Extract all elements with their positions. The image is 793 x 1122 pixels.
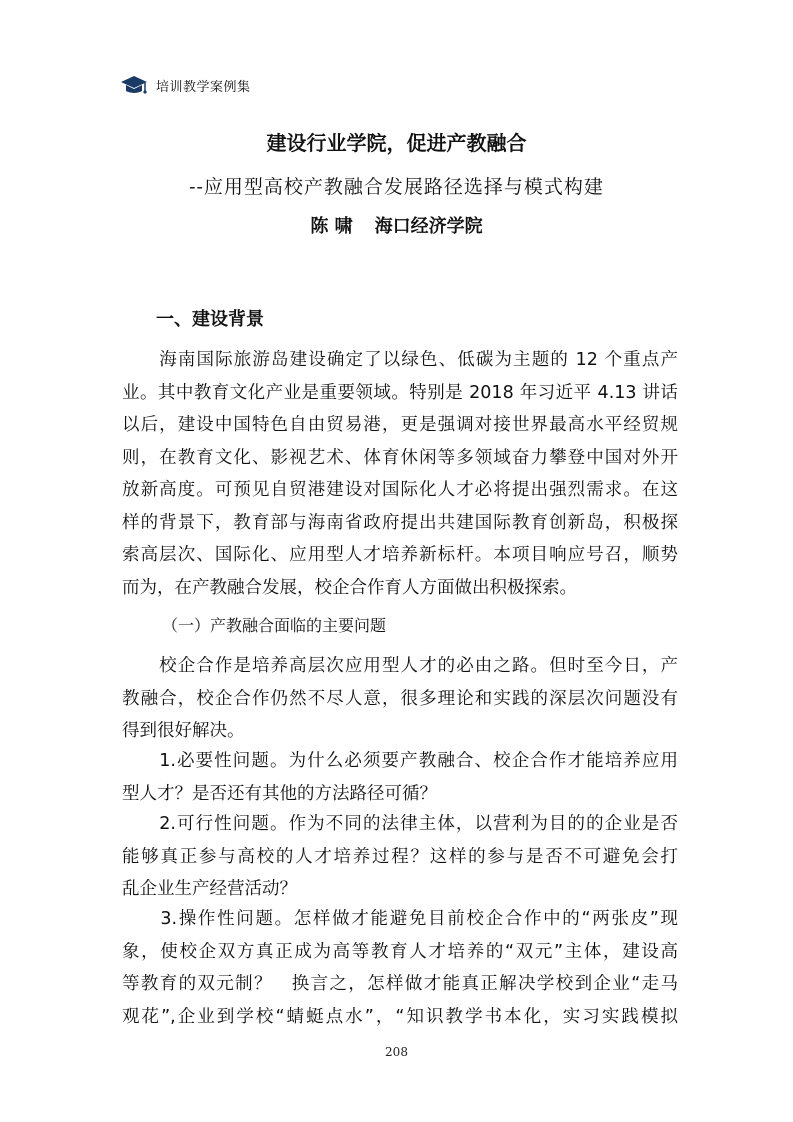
text-line: 海南国际旅游岛建设确定了以绿色、低碳为主题的 12 个重点产 [122, 350, 678, 370]
text-line: 观花”,企业到学校“蜻蜓点水”，“知识教学书本化，实习实践模拟 [122, 1006, 678, 1027]
paragraph-cooperation [122, 650, 678, 748]
text-line: 2.可行性问题。作为不同的法律主体，以营利为目的的企业是否 [122, 814, 678, 834]
paragraph-background [122, 344, 678, 604]
text-line: 校企合作是培养高层次应用型人才的必由之路。但时至今日，产 [122, 656, 678, 676]
section-heading: 一、建设背景 [156, 309, 264, 330]
header-title: 培训教学案例集 [156, 79, 251, 95]
graduation-cap-icon [120, 74, 148, 96]
document-title: 建设行业学院，促进产教融合 [266, 131, 527, 155]
paragraph-feasibility [122, 808, 678, 906]
text-line: 教融合，校企合作仍然不尽人意，很多理论和实践的深层次问题没有 [122, 688, 678, 709]
paragraph-operability [122, 903, 678, 1033]
author-institution: 海口经济学院 [374, 216, 483, 237]
sub-heading: （一）产教融合面临的主要问题 [162, 616, 387, 635]
text-line: 能够真正参与高校的人才培养过程？这样的参与是否不可避免会打 [122, 846, 678, 867]
text-line: 象，使校企双方真正成为高等教育人才培养的“双元”主体，建设高 [122, 941, 678, 962]
document-subtitle: --应用型高校产教融合发展路径选择与模式构建 [189, 176, 604, 198]
text-line: 则，在教育文化、影视艺术、体育休闲等多领域奋力攀登中国对外开 [122, 447, 678, 468]
text-line: 业。其中教育文化产业是重要领域。特别是 2018 年习近平 4.13 讲话 [122, 382, 679, 403]
author-line [0, 212, 793, 238]
text-line: 得到很好解决。 [122, 721, 245, 741]
page-number: 208 [385, 1045, 408, 1059]
text-line: 3.操作性问题。怎样做才能避免目前校企合作中的“两张皮”现 [122, 909, 678, 929]
text-line: 索高层次、国际化、应用型人才培养新标杆。本项目响应号召，顺势 [122, 545, 678, 565]
text-line: 型人才？是否还有其他的方法路径可循？ [122, 783, 437, 804]
author-name: 陈 啸 [310, 216, 353, 237]
text-line: 1.必要性问题。为什么必须要产教融合、校企合作才能培养应用 [122, 751, 678, 771]
text-line: 样的背景下，教育部与海南省政府提出共建国际教育创新岛，积极探 [122, 512, 678, 533]
text-line: 等教育的双元制？ 换言之，怎样做才能真正解决学校到企业“走马 [122, 974, 678, 994]
running-header [120, 74, 251, 96]
text-line: 而为，在产教融合发展，校企合作育人方面做出积极探索。 [122, 577, 577, 598]
paragraph-necessity [122, 745, 678, 810]
text-line: 放新高度。可预见自贸港建设对国际化人才必将提出强烈需求。在这 [122, 480, 678, 500]
text-line: 以后，建设中国特色自由贸易港，更是强调对接世界最高水平经贸规 [122, 415, 678, 435]
text-line: 乱企业生产经营活动？ [122, 879, 297, 899]
